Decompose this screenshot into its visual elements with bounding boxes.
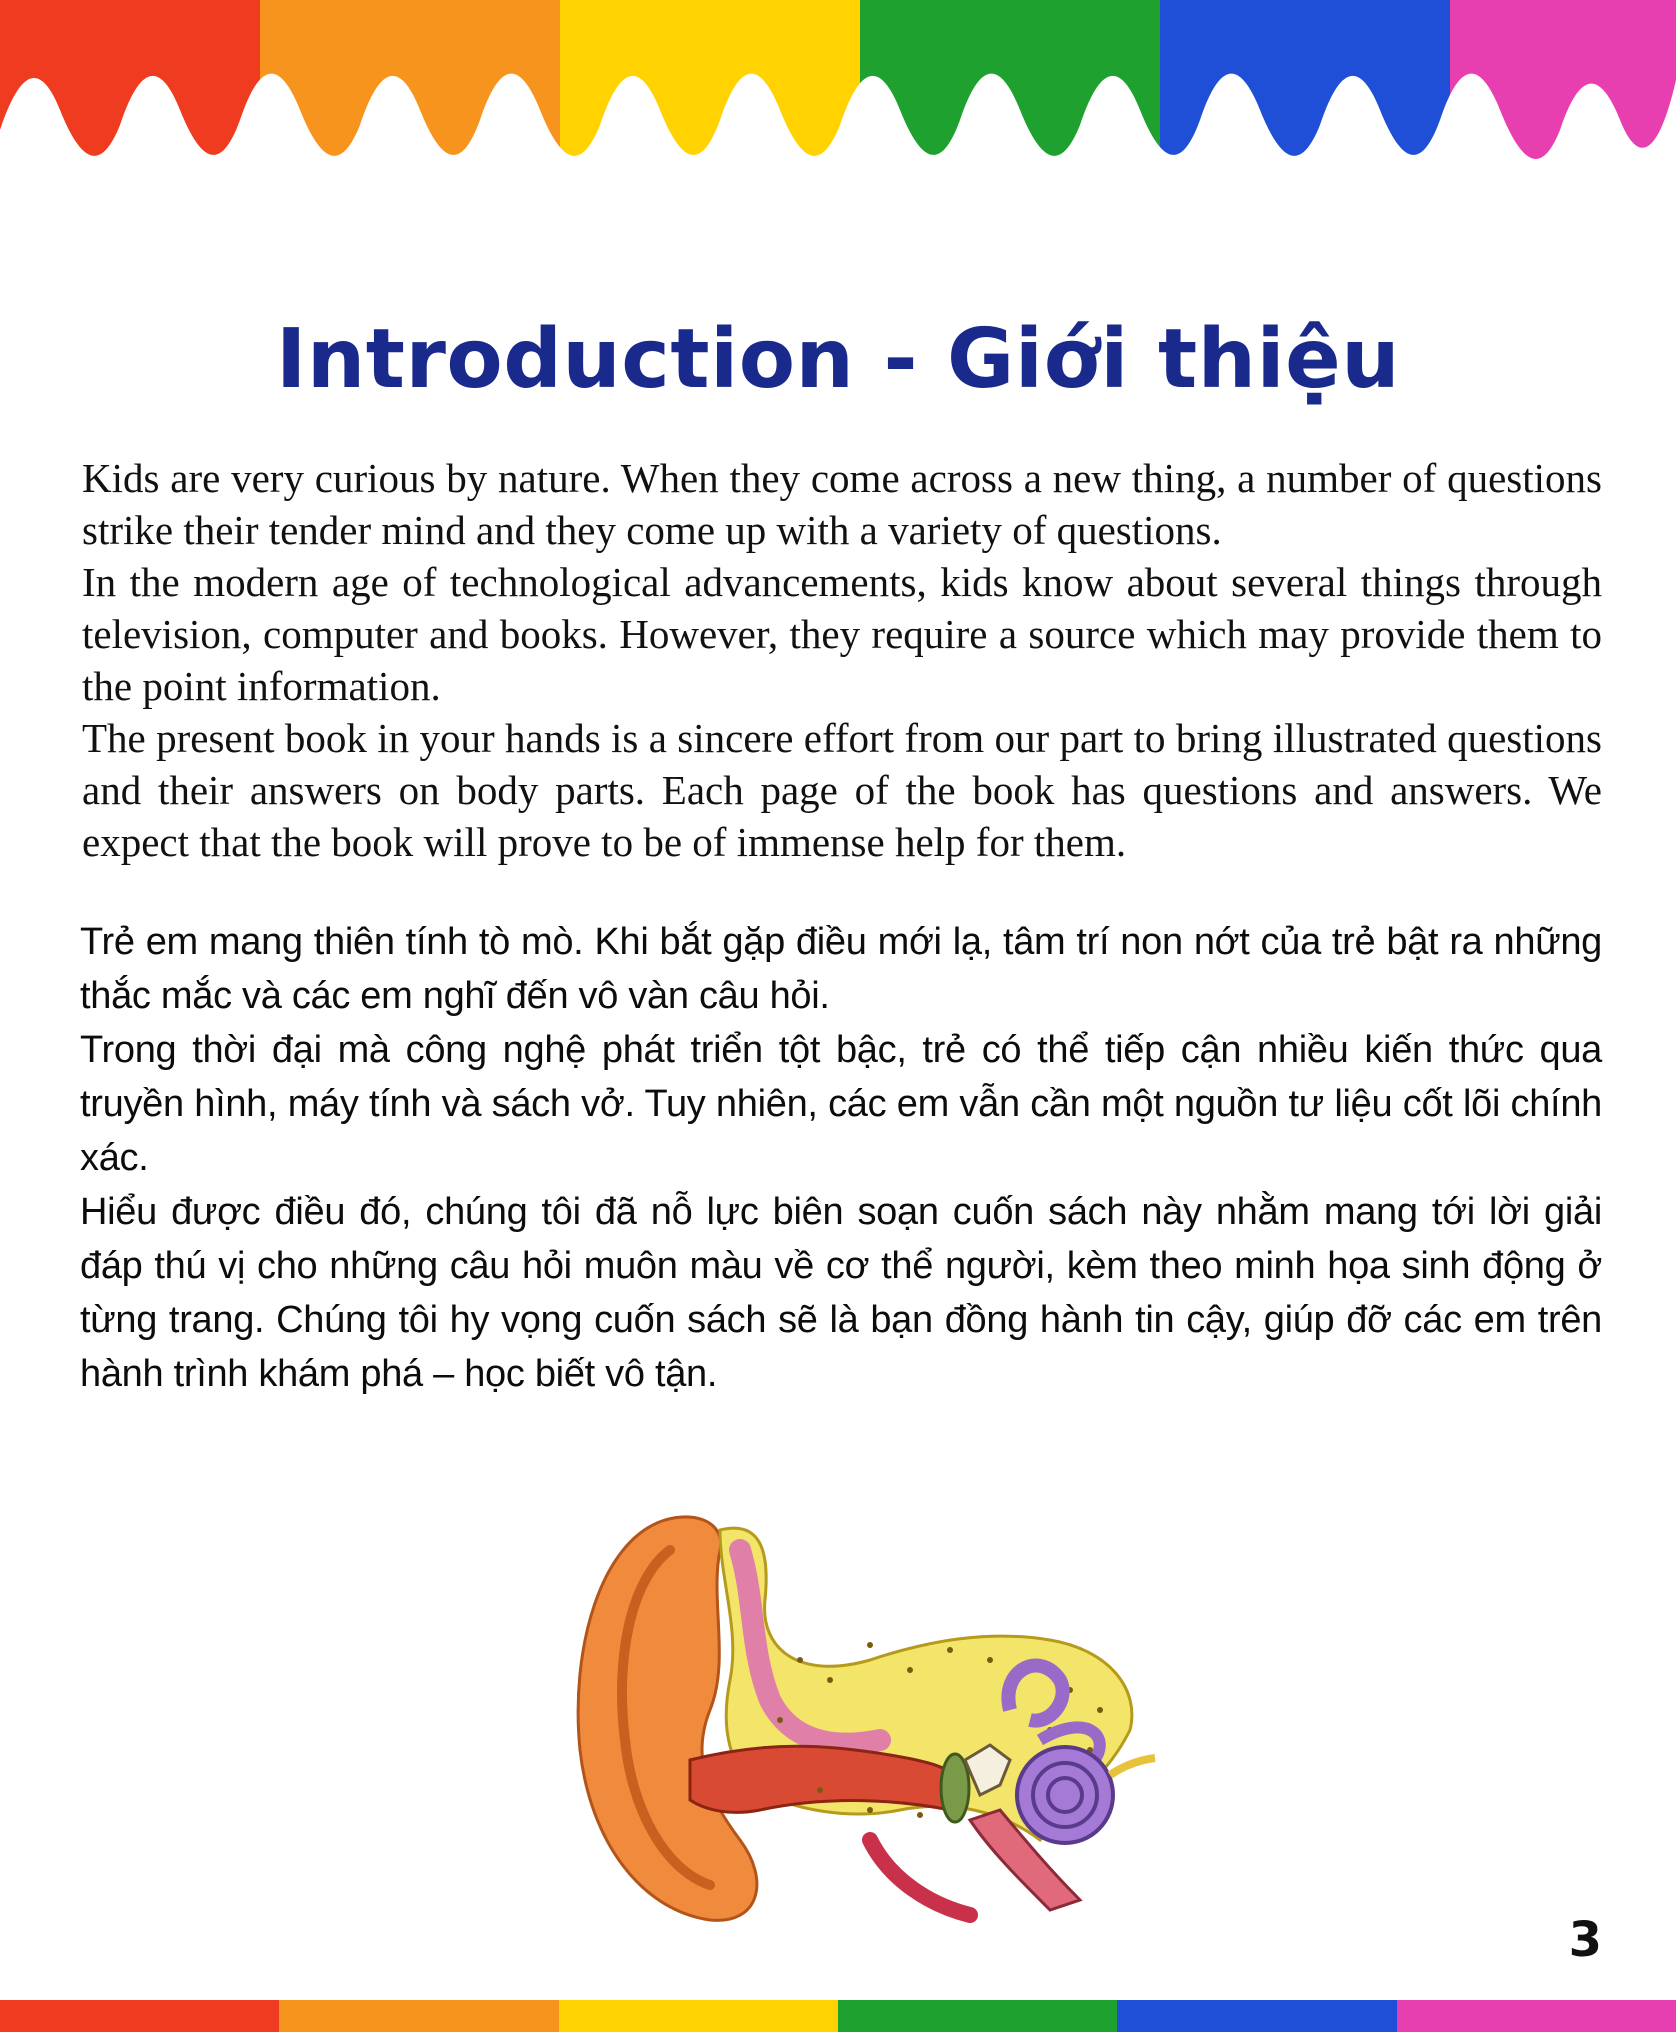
vietnamese-paragraph-2: Trong thời đại mà công nghệ phát triển tột bậc, trẻ có thể tiếp cận nhiều kiến thức qua truyền hình, máy tính và sách vở. Tuy nhiên, các em vẫn cần một nguồn tư liệu cốt lõi chính xác. [80,1029,1602,1179]
page-number: 3 [1568,1912,1602,1968]
vietnamese-paragraph-1: Trẻ em mang thiên tính tò mò. Khi bắt gặp điều mới lạ, tâm trí non nớt của trẻ bật ra những thắc mắc và các em nghĩ đến vô vàn câu hỏi. [80,921,1602,1017]
vietnamese-paragraph-3: Hiểu được điều đó, chúng tôi đã nỗ lực biên soạn cuốn sách này nhằm mang tới lời giải đáp thú vị cho những câu hỏi muôn màu về cơ thể người, kèm theo minh họa sinh động ở từng trang. Chúng tôi hy vọng cuốn sách sẽ là bạn đồng hành tin cậy, giúp đỡ các em trên hành trình khám phá – học biết vô tận. [80,1191,1602,1395]
english-paragraph-2: In the modern age of technological advancements, kids know about several things through television, computer and books. However, they require a source which may provide them to the point information. [82,559,1602,709]
vietnamese-introduction [80,915,1602,1401]
english-introduction [82,452,1602,868]
rainbow-wave-header [0,0,1676,190]
english-paragraph-3: The present book in your hands is a sincere effort from our part to bring illustrated questions and their answers on body parts. Each page of the book has questions and answers. We expect that the book will prove to be of immense help for them. [82,715,1602,865]
page-title: Introduction - Giới thiệu [275,312,1401,407]
english-paragraph-1: Kids are very curious by nature. When they come across a new thing, a number of questions strike their tender mind and they come up with a variety of questions. [82,455,1602,553]
ear-anatomy-illustration [570,1510,1160,1930]
rainbow-footer-strip [0,2000,1676,2032]
